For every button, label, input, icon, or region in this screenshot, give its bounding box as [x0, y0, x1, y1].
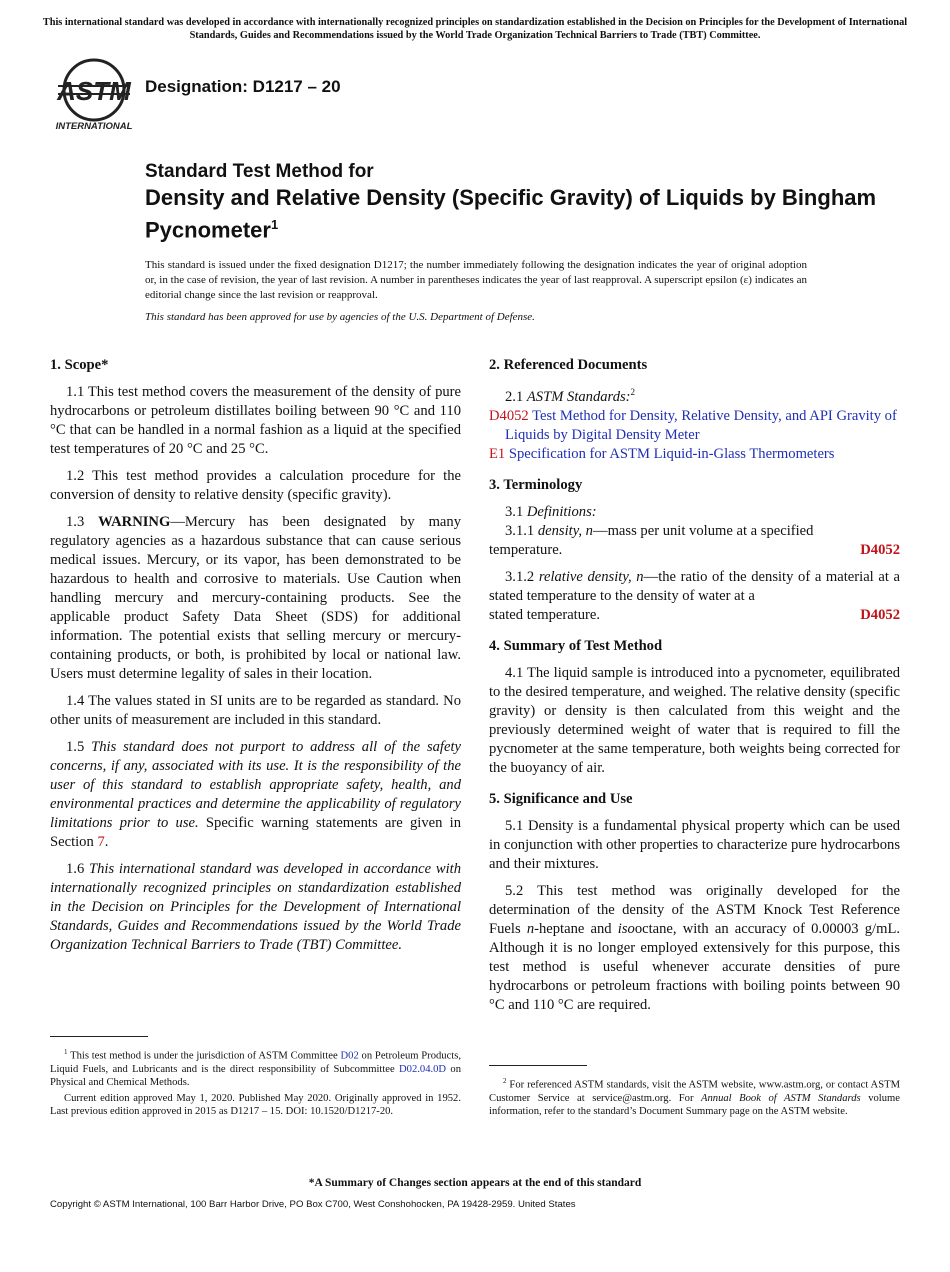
- term-relative-density-end: [489, 606, 900, 625]
- term-density-end: [489, 541, 900, 560]
- committee-link[interactable]: D02: [340, 1050, 359, 1062]
- paragraph-text: octane, with an accuracy of 0.00003 g/mL. Although it is no longer employed extensively for this purpose, this test method is useful whenever accurate densities of pure hydrocarbons or petroleum fractions with boiling points between 90 °C and 110 °C are required.: [489, 920, 901, 1013]
- warning-label: WARNING: [98, 514, 171, 530]
- term-density: [489, 522, 900, 541]
- paragraph-num: 3.1: [505, 503, 527, 520]
- section-heading-summary: 4. Summary of Test Method: [489, 637, 663, 654]
- term-name: relative density, n: [538, 568, 644, 585]
- paragraph-num: 1.6: [66, 861, 90, 877]
- reference-code[interactable]: D4052: [489, 407, 529, 424]
- top-notice: This international standard was developed in accordance with internationally recognized principles on standardization established in the Decision on Principles for the Development of International Standards, Guides and Recommendations issued by the World Trade Organization Technical Barriers to Trade (TBT) Committee.: [42, 17, 908, 41]
- term-definition-end: temperature.: [489, 541, 563, 558]
- title-footnote-mark: 1: [270, 217, 279, 232]
- title-line1: Standard Test Method for: [145, 161, 374, 182]
- footnote-1-text: [50, 1046, 461, 1090]
- term-source-link[interactable]: D4052: [860, 606, 900, 623]
- tbt-statement: This international standard was developed in accordance with internationally recognized principles on standardization established in the Decision on Principles for the Development of International Standards, Guides and Recommendations issued by the World Trade Organization Technical Barriers to Trade (TBT) Committee.: [50, 861, 462, 953]
- reference-item-e1[interactable]: [489, 445, 900, 464]
- footnote-2-text: [489, 1075, 900, 1119]
- term-relative-density: [489, 568, 900, 606]
- footnote-1-edition: Current edition approved May 1, 2020. Published May 2020. Originally approved in 1952. Last previous edition approved in 2015 as D1217 – 15. DOI: 10.1520/D1217-20.: [50, 1092, 461, 1118]
- term-definition: —mass per unit volume at a specified: [592, 522, 814, 539]
- title-main-text: Density and Relative Density (Specific Gravity) of Liquids by Bingham Pycnometer: [145, 185, 877, 243]
- title-block: [145, 160, 905, 243]
- logo-subtext: INTERNATIONAL: [55, 121, 133, 132]
- reference-title[interactable]: Specification for ASTM Liquid-in-Glass Thermometers: [508, 445, 835, 462]
- footnote-1: [50, 1046, 461, 1121]
- section-heading-terminology: 3. Terminology: [489, 476, 583, 493]
- footnote-rule-right: [489, 1065, 587, 1066]
- left-column: [50, 356, 461, 963]
- footnote-mark: 2: [503, 1077, 507, 1085]
- section-heading-significance: 5. Significance and Use: [489, 790, 633, 807]
- section-heading-scope: 1. Scope*: [50, 357, 109, 373]
- paragraph-5-2: [489, 882, 900, 1015]
- subsection-3-1: [489, 503, 900, 522]
- summary-of-changes-note: *A Summary of Changes section appears at the end of this standard: [308, 1177, 642, 1189]
- logo-text: ASTM: [57, 76, 131, 106]
- issue-note: This standard is issued under the fixed designation D1217; the number immediately following the designation indicates the year of original adoption or, in the case of revision, the year of last revision. A number in parentheses indicates the year of last reapproval. A superscript epsilon (ε) indicates an editorial change since the last revision or reapproval.: [145, 259, 807, 301]
- warning-text: —Mercury has been designated by many regulatory agencies as a hazardous substance that can cause serious medical issues. Mercury, or its vapor, has been demonstrated to be hazardous to health and corrosive to materials. Use Caution when handling mercury and mercury-containing products. See the applicable product Safety Data Sheet (SDS) for additional information. The potential exists that selling mercury or mercury-containing products, or both, is prohibited by local or national law. Users must determine legality of sales in their location.: [50, 514, 462, 682]
- term-definition: —the ratio of the density of a material at a stated temperature to the density of water at a: [489, 568, 900, 604]
- subsection-label: Definitions:: [526, 503, 597, 520]
- footnote-rule-left: [50, 1036, 148, 1037]
- designation: Designation: D1217 – 20: [145, 77, 341, 96]
- paragraph-num: 2.1: [505, 388, 527, 405]
- paragraph-1-6: [50, 860, 461, 955]
- astm-logo: [52, 56, 136, 132]
- subsection-label: ASTM Standards:: [526, 388, 631, 405]
- term-definition-end: stated temperature.: [489, 606, 601, 623]
- footnote-italic: Annual Book of ASTM Standards: [701, 1092, 861, 1104]
- paragraph-num: 3.1.1: [505, 522, 538, 539]
- paragraph-num: 1.5: [66, 739, 92, 755]
- paragraph-num: 3.1.2: [505, 568, 539, 585]
- footnote-text: on Petroleum Products, Liquid Fuels, and Lubricants and is the direct responsibility of Subcommittee: [50, 1050, 461, 1075]
- footnote-text: For referenced ASTM standards, visit the ASTM website, www.astm.org, or contact ASTM Customer Service at service@astm.org. For: [489, 1079, 900, 1104]
- paragraph-text: Specific warning statements are given in Section: [50, 815, 461, 850]
- dod-note: This standard has been approved for use by agencies of the U.S. Department of Defense.: [145, 311, 535, 323]
- paragraph-1-2: 1.2 This test method provides a calculation procedure for the conversion of density to relative density (specific gravity).: [50, 468, 461, 503]
- copyright-line: Copyright © ASTM International, 100 Barr Harbor Drive, PO Box C700, West Conshohocken, PA 19428-2959. United States: [50, 1199, 576, 1210]
- term-source-link[interactable]: D4052: [860, 541, 900, 558]
- paragraph-text: -heptane and: [534, 920, 618, 937]
- title-main: [145, 184, 905, 243]
- paragraph-1-1: 1.1 This test method covers the measurement of the density of pure hydrocarbons or petroleum distillates boiling between 90 °C and 110 °C that can be handled in a normal fashion as a liquid at the specified test temperatures of 20 °C and 25 °C.: [50, 384, 461, 457]
- footnote-text: volume information, refer to the standard’s Document Summary page on the ASTM website.: [489, 1092, 900, 1118]
- footnote-text: on Physical and Chemical Methods.: [50, 1063, 461, 1089]
- subcommittee-link[interactable]: D02.04.0D: [399, 1063, 447, 1075]
- footnote-mark: 1: [64, 1048, 68, 1056]
- paragraph-4-1: 4.1 The liquid sample is introduced into a pycnometer, equilibrated to the desired temperature, and weighed. The relative density (specific gravity) or density is then calculated from this weight and the previously determined weight of water that is required to fill the pycnometer at the same temperature, both weights being corrected for the buoyancy of air.: [489, 664, 900, 776]
- reference-title[interactable]: Test Method for Density, Relative Density, and API Gravity of Liquids by Digital Density Meter: [505, 407, 897, 443]
- paragraph-text: 5.2 This test method was originally developed for the determination of the density of the ASTM Knock Test Reference Fuels: [489, 882, 900, 937]
- reference-item-d4052[interactable]: [489, 407, 900, 445]
- footnote-mark: 2: [630, 387, 636, 397]
- paragraph-num: 1.3: [66, 514, 99, 530]
- reference-code[interactable]: E1: [489, 445, 506, 462]
- term-name: density, n: [537, 522, 593, 539]
- paragraph-1-3: [50, 513, 461, 684]
- paragraph-text: .: [104, 834, 109, 850]
- italic-prefix: iso: [617, 920, 635, 937]
- footnote-2: [489, 1075, 900, 1121]
- footnote-text: This test method is under the jurisdiction of ASTM Committee: [67, 1050, 341, 1062]
- right-column: [489, 356, 900, 1023]
- paragraph-5-1: 5.1 Density is a fundamental physical property which can be used in conjunction with other properties to characterize pure hydrocarbons and their mixtures.: [489, 817, 900, 872]
- subsection-2-1: [489, 383, 900, 407]
- section-heading-referenced-documents: 2. Referenced Documents: [489, 357, 648, 373]
- safety-statement: This standard does not purport to address all of the safety concerns, if any, associated with its use. It is the responsibility of the user of this standard to establish appropriate safety, health, and environmental practices and determine the applicability of regulatory limitations prior to use.: [50, 739, 461, 831]
- section-7-link[interactable]: 7: [97, 834, 105, 850]
- paragraph-1-5: [50, 738, 461, 852]
- italic-prefix: n: [526, 920, 535, 937]
- paragraph-1-4: 1.4 The values stated in SI units are to be regarded as standard. No other units of measurement are included in this standard.: [50, 693, 461, 728]
